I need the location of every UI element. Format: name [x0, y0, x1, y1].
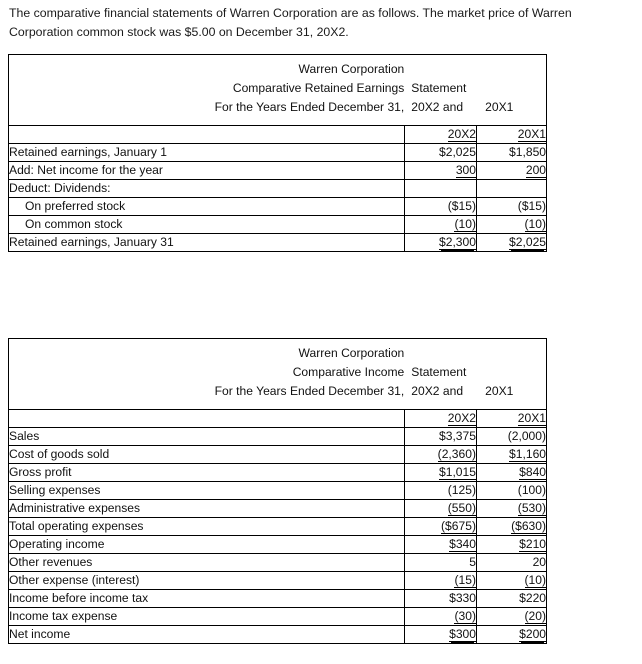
- retained-earnings-statement-table: [8, 54, 547, 252]
- income-statement-column-header-row: [9, 410, 547, 428]
- row-label: Other revenues: [9, 554, 405, 572]
- row-value-year2: [405, 500, 477, 518]
- row-label: Operating income: [9, 536, 405, 554]
- row-label: Selling expenses: [9, 482, 405, 500]
- row-label: On common stock: [9, 216, 405, 234]
- row-value-year2: [405, 428, 477, 446]
- row-value-year2: [405, 198, 477, 216]
- row-value-year2-text: $330: [449, 591, 476, 605]
- row-value-year2: [405, 518, 477, 536]
- column-header-year1: [477, 126, 547, 144]
- title-line-1: [9, 60, 546, 79]
- title-line-2-col-year2: Statement: [411, 81, 467, 95]
- table-row: [9, 198, 547, 216]
- title-line-2-col-year1: [476, 79, 546, 98]
- row-value-year1: [477, 554, 547, 572]
- row-value-year2-text: 5: [469, 555, 476, 569]
- intro-paragraph: The comparative financial statements of Warren Corporation are as follows. The market price of Warren Corporation common stock was $5.00 on December 31, 20X2.: [9, 6, 572, 39]
- table-row: [9, 608, 547, 626]
- column-header-year1-text: 20X1: [517, 127, 547, 141]
- row-value-year2-text: ($15): [447, 199, 476, 213]
- row-value-year1-text: 200: [525, 163, 547, 177]
- table-row: [9, 162, 547, 180]
- table-row: [9, 464, 547, 482]
- row-label: Retained earnings, January 1: [9, 144, 405, 162]
- row-label: Administrative expenses: [9, 500, 405, 518]
- title-line-1-col-year2: [404, 60, 476, 79]
- row-value-year2: [405, 608, 477, 626]
- row-value-year1: [477, 464, 547, 482]
- row-value-year1: [477, 144, 547, 162]
- is-column-header-label: [9, 410, 405, 428]
- row-value-year1: [477, 536, 547, 554]
- table-row: [9, 482, 547, 500]
- retained-earnings-title-block: [9, 55, 547, 126]
- is-title-line-1-col-year2: [404, 344, 476, 363]
- row-value-year1: [477, 626, 547, 644]
- retained-earnings-body: [9, 55, 547, 252]
- row-value-year1-text: (10): [524, 217, 547, 231]
- row-label: Net income: [9, 626, 405, 644]
- retained-earnings-column-header-row: [9, 126, 547, 144]
- row-value-year2-text: $2,300: [439, 235, 476, 249]
- row-value-year2: [405, 554, 477, 572]
- table-row: [9, 590, 547, 608]
- row-value-year1: [477, 234, 547, 252]
- row-value-year1: [477, 198, 547, 216]
- row-value-year1: [477, 216, 547, 234]
- title-line-2: [9, 79, 546, 98]
- row-value-year2-text: 300: [455, 163, 476, 177]
- row-value-year2-text: $2,025: [439, 145, 476, 159]
- row-value-year2: [405, 536, 477, 554]
- row-value-year1-text: ($15): [517, 199, 547, 213]
- table-row: [9, 446, 547, 464]
- is-title-line-1: [9, 344, 546, 363]
- row-value-year2: [405, 234, 477, 252]
- row-value-year2-text: $1,015: [439, 465, 476, 479]
- row-value-year2-text: (550): [447, 501, 476, 515]
- row-value-year2-text: $340: [449, 537, 476, 551]
- row-value-year1-text: (100): [517, 483, 547, 497]
- row-value-year2: [405, 464, 477, 482]
- row-label: Other expense (interest): [9, 572, 405, 590]
- row-value-year1-text: $840: [519, 465, 547, 479]
- row-value-year2: [405, 144, 477, 162]
- row-value-year2: [405, 216, 477, 234]
- row-label: Retained earnings, January 31: [9, 234, 405, 252]
- row-value-year1: [477, 608, 547, 626]
- table-row: [9, 428, 547, 446]
- is-title-line-2-col-year2: Statement: [411, 365, 467, 379]
- row-value-year1-text: $1,850: [509, 145, 547, 159]
- row-label: Gross profit: [9, 464, 405, 482]
- retained-earnings-title-cell: [9, 55, 547, 126]
- is-column-header-year2-text: 20X2: [447, 411, 476, 425]
- table-row: [9, 180, 547, 198]
- row-value-year2: [405, 180, 477, 198]
- row-value-year1: [477, 180, 547, 198]
- row-value-year2: [405, 590, 477, 608]
- column-header-year2: [405, 126, 477, 144]
- title-line-1-col-year1: [476, 60, 546, 79]
- title-line-3-col-label: For the Years Ended December 31,: [214, 100, 405, 114]
- row-value-year2-text: ($675): [441, 519, 476, 533]
- row-value-year2-text: $300: [449, 627, 476, 641]
- row-value-year1-text: ($630): [511, 519, 547, 533]
- row-value-year2: [405, 162, 477, 180]
- is-title-line-2-col-label: Comparative Income: [292, 365, 405, 379]
- is-title-line-3: [9, 382, 546, 401]
- row-value-year1-text: (530): [517, 501, 547, 515]
- is-title-line-2-col-year1: [476, 363, 546, 382]
- title-line-2-col-label: Comparative Retained Earnings: [232, 81, 405, 95]
- table-row: [9, 500, 547, 518]
- row-value-year2: [405, 626, 477, 644]
- is-column-header-year2: [405, 410, 477, 428]
- row-value-year1: [477, 162, 547, 180]
- row-value-year1: [477, 446, 547, 464]
- table-row: [9, 554, 547, 572]
- row-label: Deduct: Dividends:: [9, 180, 405, 198]
- table-row: [9, 536, 547, 554]
- row-label: Income tax expense: [9, 608, 405, 626]
- table-row: [9, 216, 547, 234]
- row-value-year1-text: (10): [524, 573, 547, 587]
- row-label: Cost of goods sold: [9, 446, 405, 464]
- row-value-year1: [477, 482, 547, 500]
- row-label: Total operating expenses: [9, 518, 405, 536]
- title-line-3: [9, 98, 546, 117]
- row-value-year2-text: (2,360): [437, 447, 476, 461]
- is-title-line-1-col-label: Warren Corporation: [298, 346, 405, 360]
- row-value-year1: [477, 500, 547, 518]
- is-column-header-year1-text: 20X1: [517, 411, 547, 425]
- income-statement-title-cell: [9, 339, 547, 410]
- table-row: [9, 626, 547, 644]
- row-value-year2-text: (30): [454, 609, 476, 623]
- row-value-year1-text: $1,160: [509, 447, 547, 461]
- is-title-line-3-col-year1: 20X1: [485, 384, 514, 398]
- row-label: Add: Net income for the year: [9, 162, 405, 180]
- column-header-label: [9, 126, 405, 144]
- row-value-year1-text: $2,025: [509, 235, 547, 249]
- income-statement-body: [9, 339, 547, 644]
- is-title-line-1-col-year1: [476, 344, 546, 363]
- title-line-1-col-label: Warren Corporation: [298, 62, 405, 76]
- is-title-line-2: [9, 363, 546, 382]
- row-value-year2-text: $3,375: [439, 429, 476, 443]
- is-title-line-3-col-label: For the Years Ended December 31,: [214, 384, 405, 398]
- row-value-year1-text: 20: [532, 555, 547, 569]
- row-value-year1-text: (20): [524, 609, 547, 623]
- row-value-year2-text: (10): [454, 217, 476, 231]
- row-value-year1: [477, 572, 547, 590]
- table-row: [9, 144, 547, 162]
- income-statement-title-block: [9, 339, 547, 410]
- row-value-year1-text: $220: [519, 591, 547, 605]
- title-line-3-col-year2: 20X2 and: [411, 100, 464, 114]
- column-header-year2-text: 20X2: [447, 127, 476, 141]
- table-row: [9, 572, 547, 590]
- row-value-year1: [477, 428, 547, 446]
- row-value-year2: [405, 482, 477, 500]
- row-value-year2: [405, 446, 477, 464]
- is-title-line-3-col-year2: 20X2 and: [411, 384, 464, 398]
- title-line-3-col-year1: 20X1: [485, 100, 514, 114]
- income-statement-table: [8, 338, 547, 644]
- table-row: [9, 518, 547, 536]
- row-value-year2-text: (125): [447, 483, 476, 497]
- is-column-header-year1: [477, 410, 547, 428]
- row-value-year1-text: (2,000): [507, 429, 547, 443]
- row-value-year1-text: $210: [519, 537, 547, 551]
- row-label: Sales: [9, 428, 405, 446]
- row-value-year1: [477, 518, 547, 536]
- row-value-year1-text: $200: [519, 627, 547, 641]
- table-row: [9, 234, 547, 252]
- row-label: Income before income tax: [9, 590, 405, 608]
- row-value-year2: [405, 572, 477, 590]
- row-value-year1: [477, 590, 547, 608]
- row-value-year2-text: (15): [454, 573, 476, 587]
- row-label: On preferred stock: [9, 198, 405, 216]
